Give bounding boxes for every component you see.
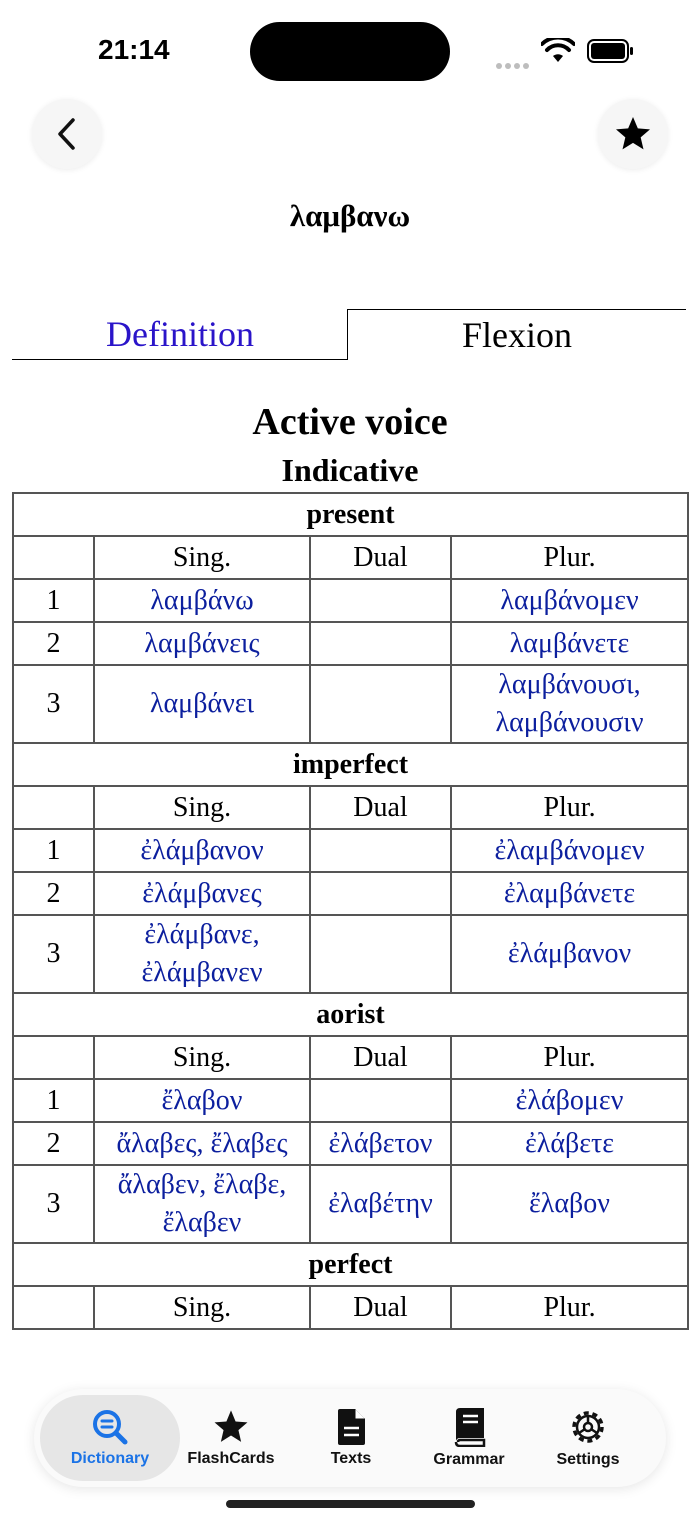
number-header-cell: Dual <box>310 786 451 829</box>
battery-icon <box>587 39 635 63</box>
number-header-row <box>13 536 688 579</box>
plural-form-cell: ἐλάβετε <box>451 1122 688 1165</box>
person-cell: 3 <box>13 665 94 743</box>
tab-definition[interactable]: Definition <box>12 309 348 360</box>
tense-name: perfect <box>13 1243 688 1286</box>
table-row <box>13 1079 688 1122</box>
tense-name: aorist <box>13 993 688 1036</box>
voice-heading: Active voice <box>252 401 448 443</box>
tab-settings-label: Settings <box>556 1451 620 1468</box>
person-cell: 1 <box>13 829 94 872</box>
plural-form-cell: ἐλαμβάνετε <box>451 872 688 915</box>
tab-flexion[interactable]: Flexion <box>347 309 686 360</box>
tab-flashcards-label: FlashCards <box>187 1450 275 1467</box>
number-header-cell: Plur. <box>451 1036 688 1079</box>
plural-form-cell: λαμβάνομεν <box>451 579 688 622</box>
dual-form-cell <box>310 915 451 993</box>
dual-form-cell <box>310 665 451 743</box>
dual-form-cell <box>310 829 451 872</box>
tab-grammar[interactable] <box>409 1395 529 1481</box>
cellular-signal-icon <box>496 56 532 74</box>
plural-form-cell: ἐλαμβάνομεν <box>451 829 688 872</box>
singular-form-cell: λαμβάνω <box>94 579 310 622</box>
tab-bar <box>34 1389 666 1487</box>
tab-settings[interactable] <box>528 1395 648 1481</box>
table-row <box>13 915 688 993</box>
dictionary-search-icon <box>91 1408 129 1446</box>
dual-form-cell <box>310 622 451 665</box>
person-cell: 2 <box>13 872 94 915</box>
number-header-row <box>13 1036 688 1079</box>
number-header-cell: Plur. <box>451 1286 688 1329</box>
plural-form-cell: ἐλάμβανον <box>451 915 688 993</box>
dual-form-cell <box>310 872 451 915</box>
singular-form-cell: ἔλαβον <box>94 1079 310 1122</box>
number-header-cell: Dual <box>310 1036 451 1079</box>
status-time: 21:14 <box>98 34 170 65</box>
person-header-cell <box>13 1286 94 1329</box>
dual-form-cell <box>310 1079 451 1122</box>
tab-dictionary-label: Dictionary <box>70 1450 150 1467</box>
table-row <box>13 1122 688 1165</box>
number-header-row <box>13 1286 688 1329</box>
person-cell: 1 <box>13 1079 94 1122</box>
document-icon <box>335 1408 367 1446</box>
home-indicator <box>226 1500 475 1508</box>
flexion-table <box>12 492 689 1330</box>
number-header-cell: Sing. <box>94 536 310 579</box>
singular-form-cell: ἐλάμβανες <box>94 872 310 915</box>
number-header-row <box>13 786 688 829</box>
table-row <box>13 665 688 743</box>
number-header-cell: Plur. <box>451 536 688 579</box>
table-row <box>13 829 688 872</box>
singular-form-cell: λαμβάνει <box>94 665 310 743</box>
person-cell: 1 <box>13 579 94 622</box>
number-header-cell: Sing. <box>94 1036 310 1079</box>
star-icon <box>211 1408 251 1446</box>
page-title: λαμβανω <box>289 198 411 233</box>
singular-form-cell: ἄλαβες, ἔλαβες <box>94 1122 310 1165</box>
table-row <box>13 1165 688 1243</box>
singular-form-cell: ἄλαβεν, ἔλαβε, ἔλαβεν <box>94 1165 310 1243</box>
tense-header-row <box>13 1243 688 1286</box>
plural-form-cell: λαμβάνουσι, λαμβάνουσιν <box>451 665 688 743</box>
person-header-cell <box>13 536 94 579</box>
tab-texts-label: Texts <box>330 1450 372 1467</box>
plural-form-cell: ἐλάβομεν <box>451 1079 688 1122</box>
person-cell: 2 <box>13 622 94 665</box>
person-cell: 3 <box>13 915 94 993</box>
person-cell: 3 <box>13 1165 94 1243</box>
tense-header-row <box>13 493 688 536</box>
tab-grammar-label: Grammar <box>433 1451 505 1468</box>
tab-dictionary[interactable] <box>40 1395 180 1481</box>
wifi-icon <box>541 38 575 64</box>
table-row <box>13 579 688 622</box>
gear-icon <box>568 1407 608 1447</box>
tense-header-row <box>13 743 688 786</box>
person-header-cell <box>13 1036 94 1079</box>
number-header-cell: Sing. <box>94 786 310 829</box>
chevron-left-icon <box>55 117 79 151</box>
singular-form-cell: ἐλάμβανον <box>94 829 310 872</box>
dual-form-cell: ἐλάβετον <box>310 1122 451 1165</box>
singular-form-cell: λαμβάνεις <box>94 622 310 665</box>
table-row <box>13 622 688 665</box>
number-header-cell: Dual <box>310 536 451 579</box>
number-header-cell: Dual <box>310 1286 451 1329</box>
flexion-content[interactable] <box>0 395 700 1388</box>
plural-form-cell: λαμβάνετε <box>451 622 688 665</box>
dynamic-island <box>250 22 450 81</box>
tab-texts[interactable] <box>291 1395 411 1481</box>
person-cell: 2 <box>13 1122 94 1165</box>
mood-heading: Indicative <box>281 452 419 488</box>
dual-form-cell: ἐλαβέτην <box>310 1165 451 1243</box>
tense-header-row <box>13 993 688 1036</box>
tab-flashcards[interactable] <box>171 1395 291 1481</box>
back-button[interactable] <box>32 99 102 169</box>
favorite-button[interactable] <box>598 99 668 169</box>
table-row <box>13 872 688 915</box>
singular-form-cell: ἐλάμβανε, ἐλάμβανεν <box>94 915 310 993</box>
dual-form-cell <box>310 579 451 622</box>
number-header-cell: Sing. <box>94 1286 310 1329</box>
book-icon <box>452 1407 486 1447</box>
person-header-cell <box>13 786 94 829</box>
tense-name: present <box>13 493 688 536</box>
plural-form-cell: ἔλαβον <box>451 1165 688 1243</box>
number-header-cell: Plur. <box>451 786 688 829</box>
tense-name: imperfect <box>13 743 688 786</box>
star-icon <box>613 114 653 154</box>
